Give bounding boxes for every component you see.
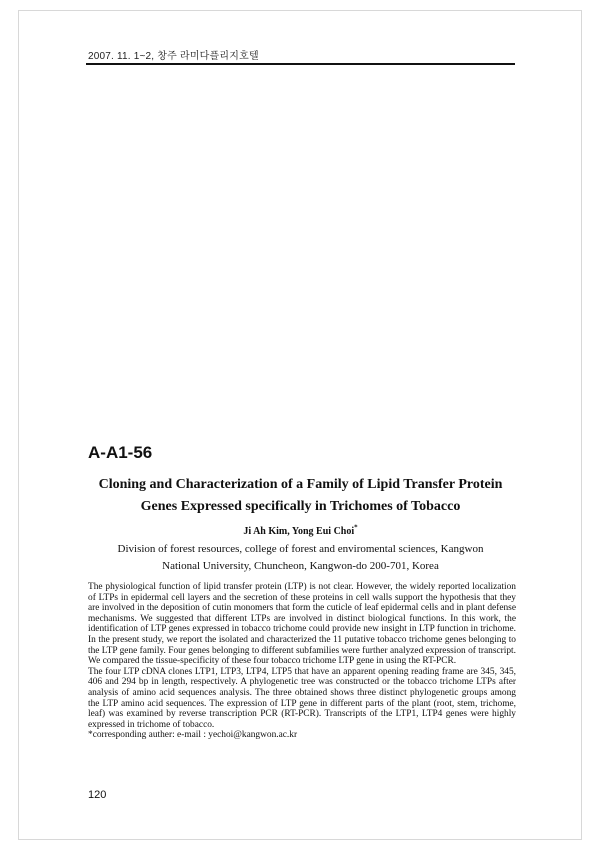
title-line-1: Cloning and Characterization of a Family of Lipid Transfer Protein: [98, 477, 503, 492]
header-rule: [86, 63, 515, 65]
affiliation-line-1: Division of forest resources, college of forest and enviromental sciences, Kangwon: [117, 543, 484, 555]
conference-header: 2007. 11. 1~2, 창주 라미다플리지호텔: [88, 51, 259, 62]
author-list: [86, 523, 515, 537]
page-number: 120: [88, 789, 107, 801]
author-names: Ji Ah Kim, Yong Eui Choi: [243, 526, 355, 537]
corresponding-author-mark: *: [354, 523, 358, 532]
abstract-body: [88, 582, 516, 741]
abstract-id: A-A1-56: [88, 443, 153, 462]
abstract-paragraph-2: The four LTP cDNA clones LTP1, LTP3, LTP4, LTP5 that have an apparent opening reading frame are 345, 345, 406 and 294 bp in length, respectively. A phylogenetic tree was constructed or the tobacco trichome LTPs after analysis of amino acid sequences analysis. The three obtained shows three distinct phylogenetic groups among the LTP amino acid sequences. The expression of LTP gene in different parts of the plant (root, stem, trichome, leaf) was examined by reverse transcription PCR (RT-PCR). Transcripts of the LTP1, LTP4 genes were highly expressed in trichome of tobacco.: [88, 666, 516, 730]
corresponding-author-note: *corresponding auther: e-mail : yechoi@kangwon.ac.kr: [88, 730, 298, 741]
title-line-2: Genes Expressed specifically in Trichomes of Tobacco: [140, 499, 461, 514]
affiliation: [86, 541, 515, 575]
affiliation-line-2: National University, Chuncheon, Kangwon-do 200-701, Korea: [162, 560, 439, 572]
abstract-paragraph-1: The physiological function of lipid transfer protein (LTP) is not clear. However, the widely reported localization of LTPs in epidermal cell layers and the secretion of these proteins in cell walls support the hypothesis that they are involved in the deposition of cutin monomers that form the cuticle of leaf epidermal cells and in plant defense mechanisms. We suggested that different LTPs are involved in distinct biological functions. In this work, the identification of LTP genes expressed in tobacco trichome could provide new insight in LTP function in trichome. In the present study, we report the isolated and characterized the 11 putative tobacco trichome genes belonging to the LTP gene family. Four genes belonging to different subfamilies were further analyzed expression of transcript. We compared the tissue-specificity of these four tobacco trichome LTP gene in using the RT-PCR.: [88, 582, 516, 667]
paper-title: [86, 474, 515, 518]
